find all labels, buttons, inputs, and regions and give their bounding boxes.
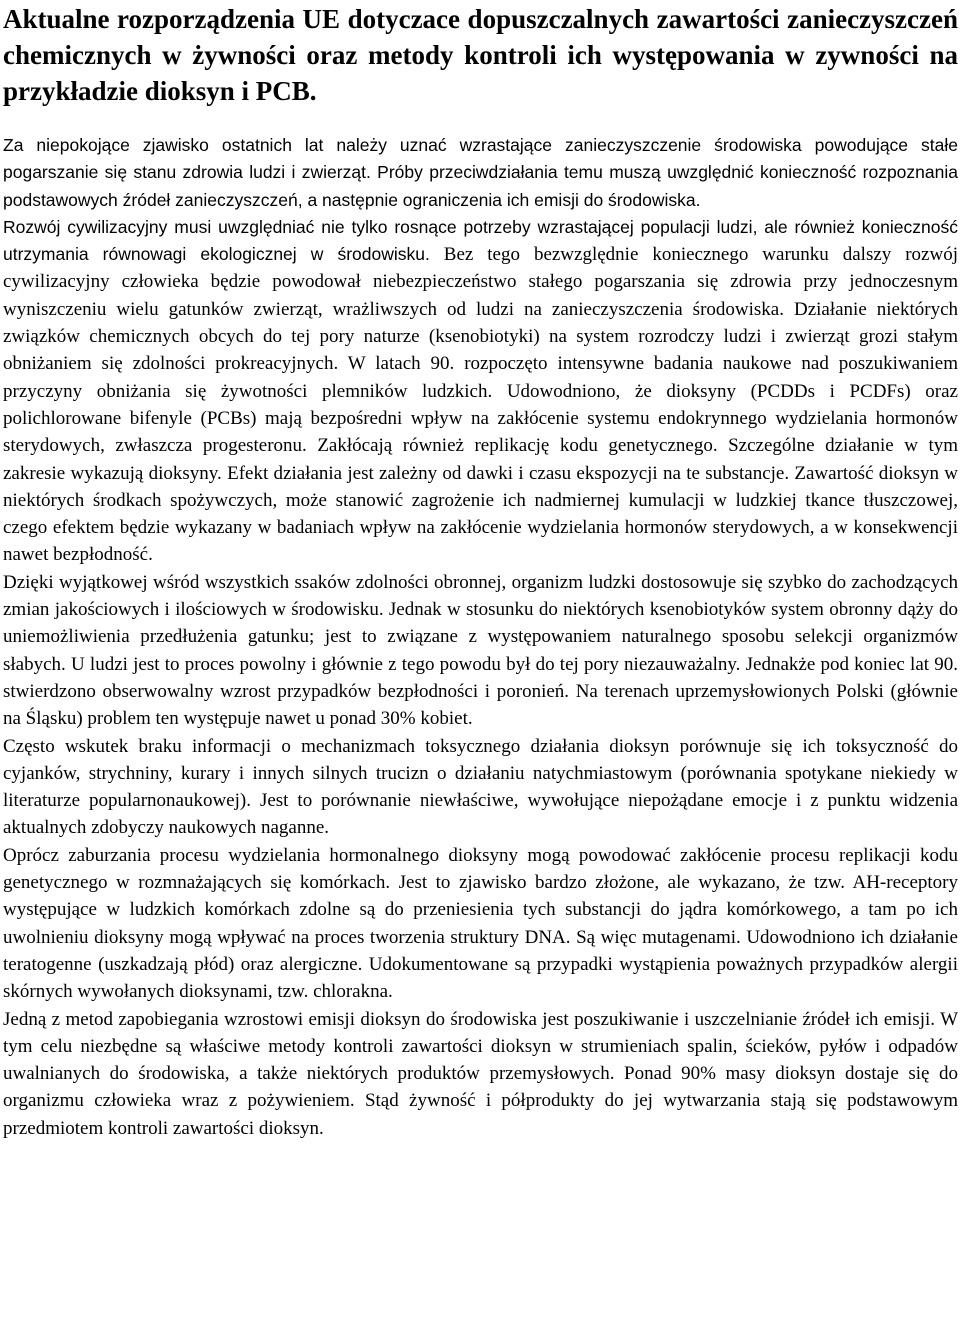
document-title: Aktualne rozporządzenia UE dotyczace dopuszczalnych zawartości zanieczyszczeń chemicznych w żywności oraz metody kontroli ich występowania w zywności na przykładzie dioksyn i PCB. [3,4,958,106]
paragraph-mutagenic: Oprócz zaburzania procesu wydzielania hormonalnego dioksyny mogą powodować zakłócenie procesu replikacji kodu genetycznego w rozmnażających się komórkach. Jest to zjawisko bardzo złożone, ale wykazano, że tzw. AH-receptory występujące w ludzkich komórkach zdolne są do przeniesienia tych substancji do jądra komórkowego, a tam po ich uwolnieniu dioksyny mogą wpływać na proces tworzenia struktury DNA. Są więc mutagenami. Udowodniono ich działanie teratogenne (uszkadzają płód) oraz alergiczne. Udokumentowane są przypadki wystąpienia poważnych przypadków alergii skórnych wywołanych dioksynami, tzw. chlorakna. [3,844,958,1003]
intro-paragraph: Za niepokojące zjawisko ostatnich lat należy uznać wzrastające zanieczyszczenie środowiska powodujące stałe pogarszanie się stanu zdrowia ludzi i zwierząt. Próby przeciwdziałania temu muszą uwzględnić konieczność rozpoznania podstawowych źródeł zanieczyszczeń, a następnie ograniczenia ich emisji do środowiska. [3,135,958,210]
paragraph-control: Jedną z metod zapobiegania wzrostowi emisji dioksyn do środowiska jest poszukiwanie i uszczelnianie źródeł ich emisji. W tym celu niezbędne są właściwe metody kontroli zawartości dioksyn w strumieniach spalin, ścieków, pyłów i odpadów uwalnianych do środowiska, a także niektórych produktów przemysłowych. Ponad 90% masy dioksyn dostaje się do organizmu człowieka wraz z pożywieniem. Stąd żywność i półprodukty do jej wytwarzania stają się podstawowym przedmiotem kontroli zawartości dioksyn. [3,1008,958,1139]
paragraph-civilization-lead: Rozwój cywilizacyjny musi uwzględniać nie tylko rosnące potrzeby wzrastającej populacji ludzi, ale również konieczność utrzymania równowagi ekologicznej w środowisku. [3,216,958,265]
paragraph-toxicity: Często wskutek braku informacji o mechanizmach toksycznego działania dioksyn porównuje się ich toksyczność do cyjanków, strychniny, kurary i innych silnych trucizn o działaniu natychmiastowym (porównania spotykane niekiedy w literaturze popularnonaukowej). Jest to porównanie niewłaściwe, wywołujące niepożądane emocje i z punktu widzenia aktualnych zdobyczy naukowych naganne. [3,735,958,839]
paragraph-civilization [3,214,958,569]
paragraph-civilization-body: Bez tego bezwzględnie koniecznego warunku dalszy rozwój cywilizacyjny człowieka będzie powodował niebezpieczeństwo stałego pogarszania się zdrowia przy jednoczesnym wyniszczeniu wielu gatunków zwierząt, wrażliwszych od ludzi na zanieczyszczenia środowiska. Działanie niektórych związków chemicznych obcych do tej pory naturze (ksenobiotyki) na system rozrodczy ludzi i zwierząt grozi stałym obniżaniem się zdolności prokreacyjnych. W latach 90. rozpoczęto intensywne badania naukowe nad poszukiwaniem przyczyny obniżania się żywotności plemników ludzkich. Udowodniono, że dioksyny (PCDDs i PCDFs) oraz polichlorowane bifenyle (PCBs) mają bezpośredni wpływ na zakłócenie systemu endokrynnego wydzielania hormonów sterydowych, zwłaszcza progesteronu. Zakłócają również replikację kodu genetycznego. Szczególne działanie w tym zakresie wykazują dioksyny. Efekt działania jest zależny od dawki i czasu ekspozycji na te substancje. Zawartość dioksyn w niektórych środkach spożywczych, może stanowić zagrożenie ich nadmiernej kumulacji w ludzkiej tkance tłuszczowej, czego efektem będzie wykazany w badaniach wpływ na zakłócenie wydzielania hormonów sterydowych, a w konsekwencji nawet bezpłodność. [3,244,958,566]
paragraph-defense: Dzięki wyjątkowej wśród wszystkich ssaków zdolności obronnej, organizm ludzki dostosowuje się szybko do zachodzących zmian jakościowych i ilościowych w środowisku. Jednak w stosunku do niektórych ksenobiotyków system obronny dąży do uniemożliwienia przedłużenia gatunku; jest to związane z występowaniem naturalnego sposobu selekcji organizmów słabych. U ludzi jest to proces powolny i głównie z tego powodu był do tej pory niezauważalny. Jednakże pod koniec lat 90. stwierdzono obserwowalny wzrost przypadków bezpłodności i poronień. Na terenach uprzemysłowionych Polski (głównie na Śląsku) problem ten występuje nawet u ponad 30% kobiet. [3,571,958,730]
